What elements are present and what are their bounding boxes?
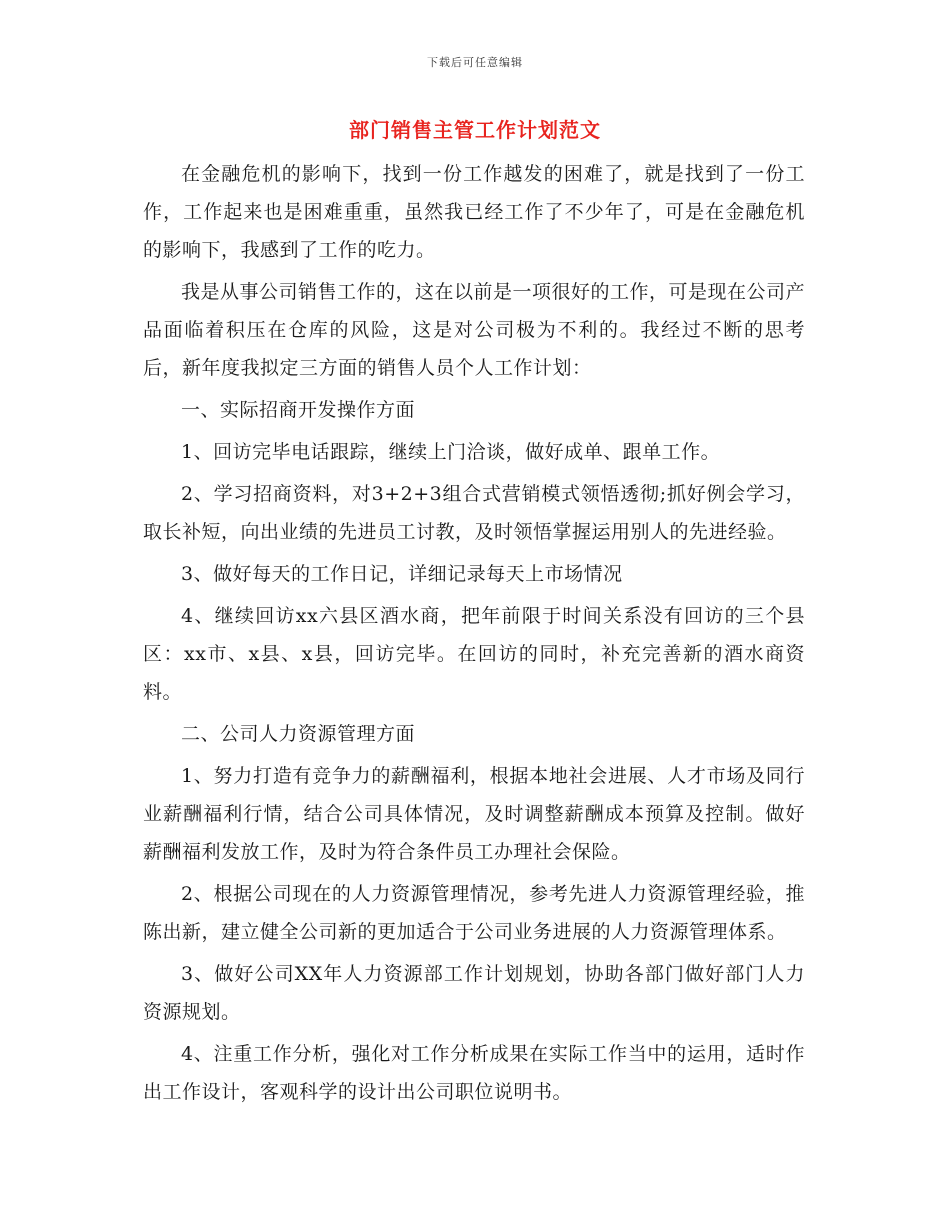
- list-item-1-4: 4、继续回访xx六县区酒水商，把年前限于时间关系没有回访的三个县区：xx市、x县、x县，回访完毕。在回访的同时，补充完善新的酒水商资料。: [143, 605, 805, 703]
- section-heading-2: 二、公司人力资源管理方面: [181, 723, 416, 745]
- document-title: 部门销售主管工作计划范文: [349, 118, 601, 142]
- list-item-1-2: 2、学习招商资料，对3+2+3组合式营销模式领悟透彻;抓好例会学习，取长补短，向出业绩的先进员工讨教，及时领悟掌握运用别人的先进经验。: [143, 483, 805, 543]
- document-body: [143, 155, 805, 1115]
- paragraph-intro-2: 我是从事公司销售工作的，这在以前是一项很好的工作，可是现在公司产品面临着积压在仓库的风险，这是对公司极为不利的。我经过不断的思考后，新年度我拟定三方面的销售人员个人工作计划：: [143, 281, 806, 379]
- list-item-2-1: 1、努力打造有竞争力的薪酬福利，根据本地社会进展、人才市场及同行业薪酬福利行情，结合公司具体情况，及时调整薪酬成本预算及控制。做好薪酬福利发放工作，及时为符合条件员工办理社会保险。: [143, 765, 805, 863]
- list-item-2-3: 3、做好公司XX年人力资源部工作计划规划，协助各部门做好部门人力资源规划。: [143, 963, 805, 1023]
- list-item-2-4: 4、注重工作分析，强化对工作分析成果在实际工作当中的运用，适时作出工作设计，客观科学的设计出公司职位说明书。: [143, 1043, 805, 1103]
- page-header-note: 下载后可任意编辑: [427, 56, 523, 69]
- list-item-2-2: 2、根据公司现在的人力资源管理情况，参考先进人力资源管理经验，推陈出新，建立健全公司新的更加适合于公司业务进展的人力资源管理体系。: [143, 883, 805, 943]
- list-item-1-1: 1、回访完毕电话跟踪，继续上门洽谈，做好成单、跟单工作。: [181, 441, 721, 463]
- paragraph-intro-1: 在金融危机的影响下，找到一份工作越发的困难了，就是找到了一份工作，工作起来也是困难重重，虽然我已经工作了不少年了，可是在金融危机的影响下，我感到了工作的吃力。: [143, 163, 805, 261]
- list-item-1-3: 3、做好每天的工作日记，详细记录每天上市场情况: [181, 563, 623, 585]
- section-heading-1: 一、实际招商开发操作方面: [181, 399, 416, 421]
